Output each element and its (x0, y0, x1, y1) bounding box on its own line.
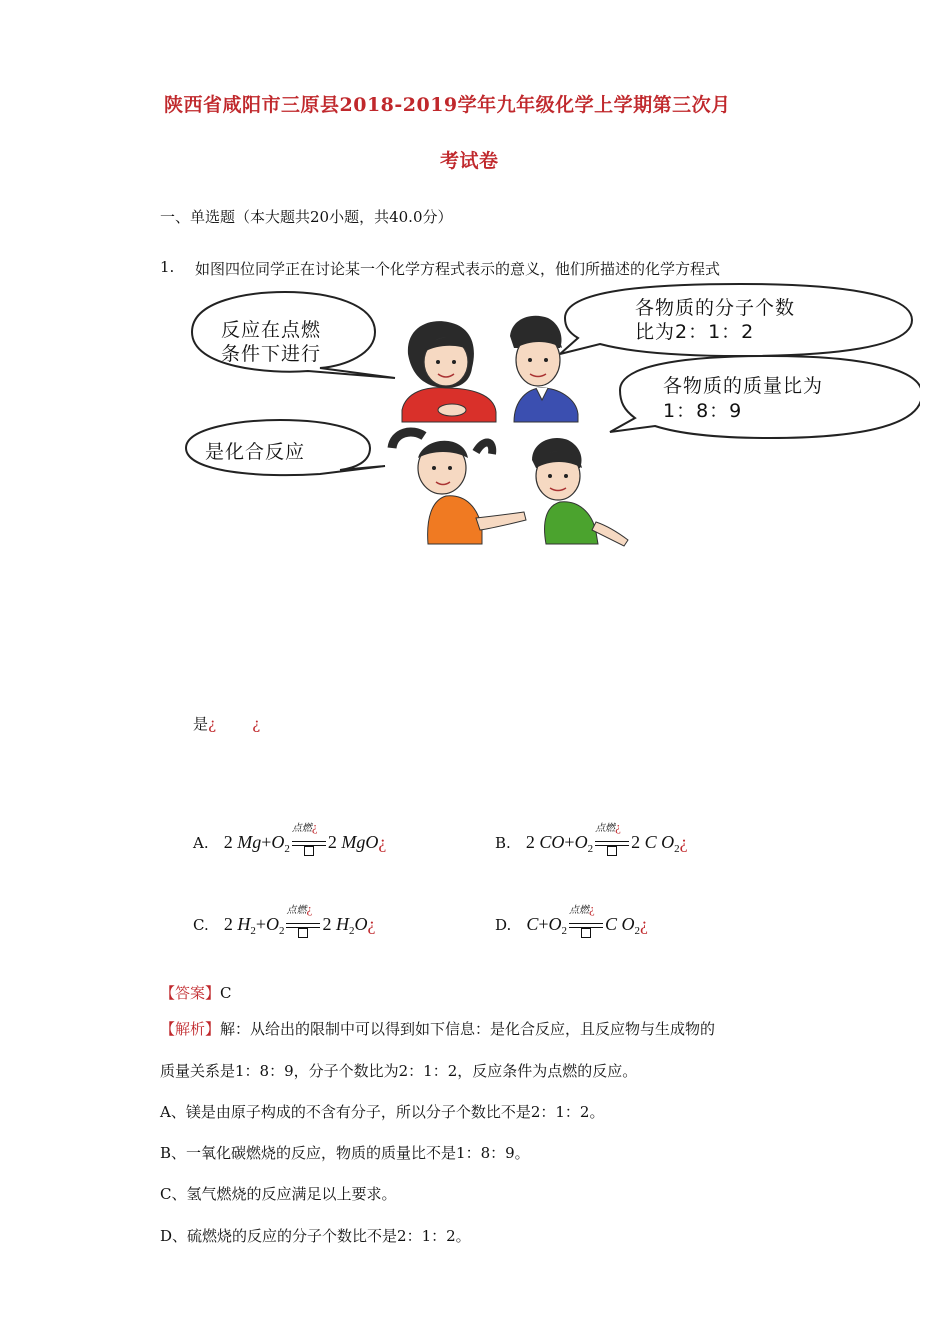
reaction-arrow: 点燃¿ (595, 833, 629, 855)
option-c-letter: C. (193, 916, 209, 934)
question-number: 1. (160, 258, 175, 276)
bubble-1-text-line2: 条件下进行 (221, 343, 322, 365)
analysis-line-3: A、镁是由原子构成的不含有分子，所以分子个数比不是2：1：2。 (160, 1103, 605, 1121)
bubble-1-text-line1: 反应在点燃 (221, 319, 322, 341)
answer-value: C (220, 984, 232, 1002)
bubble-2-text-line2: 比为2：1：2 (635, 321, 755, 343)
option-b[interactable] (495, 818, 688, 855)
analysis-line-4: B、一氧化碳燃烧的反应，物质的质量比不是1：8：9。 (160, 1144, 530, 1162)
option-c-equation: 2 $H_2+O_2$ 点燃¿ 2 $H_2O¿$ (223, 900, 376, 937)
option-b-equation: 2 $CO+O_2$ 点燃¿ 2 C $O_2¿$ (525, 818, 688, 855)
reaction-arrow: 点燃¿ (292, 833, 326, 855)
option-a-letter: A. (193, 834, 209, 852)
option-d-equation: $C+O_2$ 点燃¿ C $O_2¿$ (526, 900, 649, 937)
bubble-3-text-line1: 各物质的质量比为 (663, 375, 824, 397)
blank-mark-right: ¿ (252, 715, 261, 733)
option-b-letter: B. (495, 834, 511, 852)
analysis-label: 【解析】 (160, 1020, 221, 1038)
boy-2-figure (532, 438, 628, 546)
girl-1-figure (402, 321, 496, 422)
analysis-line-6: D、硫燃烧的反应的分子个数比不是2：1：2。 (160, 1227, 471, 1245)
analysis-line-5: C、氢气燃烧的反应满足以上要求。 (160, 1185, 397, 1203)
boy-1-figure (510, 316, 578, 422)
document-title-line1: 陕西省咸阳市三原县2018-2019学年九年级化学上学期第三次月 (164, 94, 731, 116)
document-title-line2: 考试卷 (440, 150, 499, 172)
option-d-letter: D. (495, 916, 512, 934)
answer-label: 【答案】 (160, 984, 221, 1002)
analysis-line-2: 质量关系是1：8：9，分子个数比为2：1：2，反应条件为点燃的反应。 (160, 1062, 638, 1080)
question-stem-end: 是¿ ¿ (193, 715, 261, 733)
bubble-3-text-line2: 1：8：9 (663, 400, 743, 422)
question-stem: 如图四位同学正在讨论某一个化学方程式表示的意义，他们所描述的化学方程式 (195, 260, 721, 278)
reaction-arrow: 点燃¿ (286, 915, 320, 937)
reaction-arrow: 点燃¿ (569, 915, 603, 937)
answer-line (160, 982, 232, 1003)
option-a-equation: 2 $Mg+O_2$ 点燃¿ 2 MgO¿ (223, 818, 387, 855)
blank-mark-left: ¿ (208, 715, 217, 733)
section-heading: 一、单选题（本大题共20小题，共40.0分） (160, 208, 453, 226)
bubble-4-text-line1: 是化合反应 (205, 441, 306, 463)
option-c[interactable] (193, 900, 376, 937)
analysis-line-1: 【解析】解：从给出的限制中可以得到如下信息：是化合反应，且反应物与生成物的 (160, 1020, 716, 1038)
bubble-2-text-line1: 各物质的分子个数 (635, 297, 796, 319)
option-a[interactable] (193, 818, 387, 855)
girl-2-figure (392, 432, 526, 544)
option-d[interactable] (495, 900, 649, 937)
